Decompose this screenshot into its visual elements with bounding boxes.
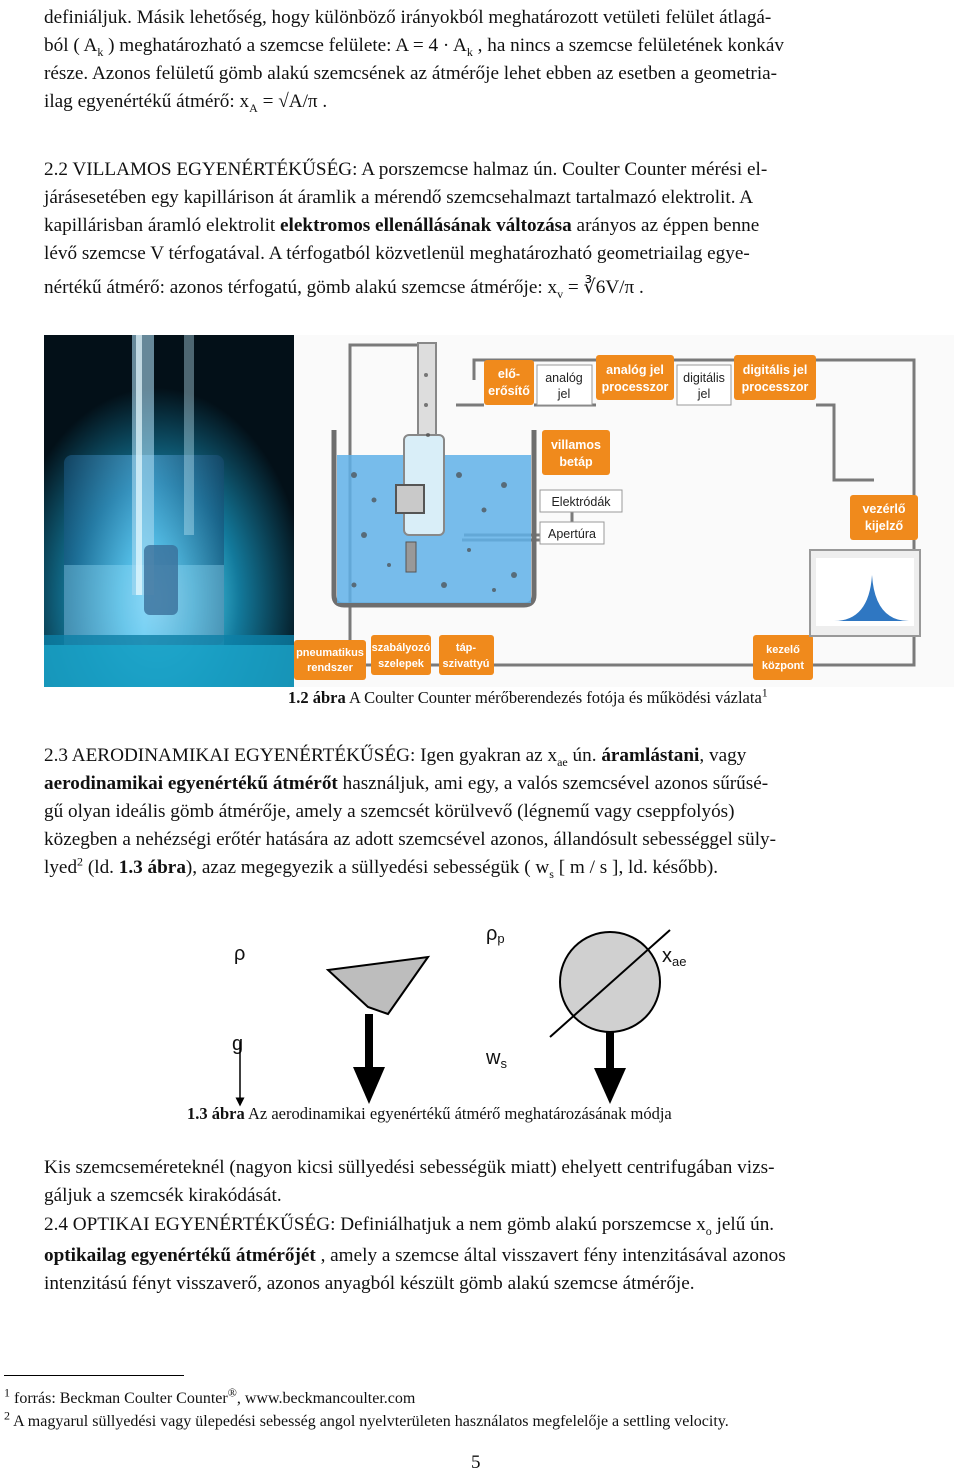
intro-paragraph xyxy=(44,4,954,116)
sec22-line-2: járásesetében egy kapillárison át áramlik a mérendő szemcsehalmazt tartalmazó elektrolit. A xyxy=(44,187,754,208)
footnote-1: $^1$ forrás: Beckman Coulter Counter®, www.beckmancoulter.com xyxy=(4,1385,416,1407)
coulter-counter-schematic xyxy=(294,335,954,687)
tag-elektrodak: Elektródák xyxy=(551,495,611,509)
box-vezerlo-line2: kijelző xyxy=(864,519,904,533)
sec23-line-3: gű olyan ideális gömb átmérője, amely a szemcsét körülvevő (légnemű vagy cseppfolyós) xyxy=(44,801,735,822)
box-villamos-line2: betáp xyxy=(559,455,593,469)
intro-line-2: ból ( $A_k$ ) meghatározható a szemcse felülete: $A = 4 \cdot A_k$ , ha nincs a szemcse felületének konkáv xyxy=(44,35,784,59)
footnote-rule xyxy=(4,1375,184,1376)
box-analog-proc-line1: analóg jel xyxy=(606,363,664,377)
sec22-line-4: lévő szemcse V térfogatával. A térfogatból közvetlenül meghatározható geometriailag egye- xyxy=(44,243,750,264)
tag-digit-line2: jel xyxy=(697,387,711,401)
box-eloerosito-line2: erősítő xyxy=(488,384,530,398)
box-szab-line1: szabályozó xyxy=(371,642,431,654)
box-digit-proc-line1: digitális jel xyxy=(742,363,808,377)
intro-line-4: ilag egyenértékű átmérő: $x_A = √A/\pi$ . xyxy=(44,91,328,115)
sec23-line-5: lyed$^2$ (ld. 1.3 ábra), azaz megegyezik a süllyedési sebességük ( $w_s$ [ m / s ], ld. később). xyxy=(44,854,719,881)
figure-1-2-caption: 1.2 ábra A Coulter Counter mérőberendezés fotója és működési vázlata$^1$ xyxy=(288,685,768,707)
centri-line-1: Kis szemcseméreteknél (nagyon kicsi süllyedési sebességük miatt) ehelyett centrifugában vizs- xyxy=(44,1157,775,1178)
intro-line-3: része. Azonos felületű gömb alakú szemcsének az átmérője lehet ebben az esetben a geometria- xyxy=(44,63,778,84)
label-g: g xyxy=(232,1033,244,1055)
label-rho: ρ xyxy=(234,943,246,965)
label-w-s: $w_s$ xyxy=(486,1047,507,1071)
tag-analog-line2: jel xyxy=(557,387,571,401)
box-villamos-line1: villamos xyxy=(550,438,602,452)
box-pneu-line2: rendszer xyxy=(307,662,353,674)
section-2-4 xyxy=(44,1211,954,1298)
tag-apertura: Apertúra xyxy=(548,527,596,541)
sec24-line-3: intenzitású fényt visszaverő, azonos anyagból készült gömb alakú szemcse átmérője. xyxy=(44,1273,695,1294)
sec23-line-2: aerodinamikai egyenértékű átmérőt használjuk, ami egy, a valós szemcsével azonos sűrűsé- xyxy=(44,773,769,794)
tag-analog-line1: analóg xyxy=(545,371,583,385)
sec22-line-5: nértékű átmérő: azonos térfogatú, gömb alakú szemcse átmérője: $x_v$ = ∛6V/π . xyxy=(44,277,644,301)
box-tap-line2: szivattyú xyxy=(442,658,490,670)
box-analog-proc-line2: processzor xyxy=(601,380,669,394)
section-2-3 xyxy=(44,742,954,882)
figure-1-3-diagram xyxy=(220,922,740,1107)
irregular-particle-shape xyxy=(328,957,428,1014)
box-digit-proc-line2: processzor xyxy=(741,380,809,394)
sec23-line-1: 2.3 AERODINAMIKAI EGYENÉRTÉKŰSÉG: Igen gyakran az $x_{ae}$ ún. áramlástani, vagy xyxy=(44,745,747,769)
sec24-line-2: optikailag egyenértékű átmérőjét , amely a szemcse által visszavert fény intenzitásával azonos xyxy=(44,1245,786,1266)
tag-digit-line1: digitális xyxy=(683,371,725,385)
box-eloerosito-line1: elő- xyxy=(497,367,521,381)
box-vezerlo-line1: vezérlő xyxy=(862,502,906,516)
intro-line-1: definiáljuk. Másik lehetőség, hogy különböző irányokból meghatározott vetületi felület átlagá- xyxy=(44,7,772,28)
sec23-line-4: közegben a nehézségi erőtér hatására az adott szemcsével azonos, állandósult sebességgel süly- xyxy=(44,829,777,850)
coulter-counter-photo xyxy=(44,335,294,687)
box-pneu-line1: pneumatikus xyxy=(296,647,364,659)
sec22-line-1: 2.2 VILLAMOS EGYENÉRTÉKŰSÉG: A porszemcse halmaz ún. Coulter Counter mérési el- xyxy=(44,159,768,180)
footnote-2: $^2$ A magyarul süllyedési vagy ülepedési sebesség angol nyelvterületen használatos megfelelője a settling velocity. xyxy=(4,1408,729,1430)
box-kezelo-line1: kezelő xyxy=(766,644,800,656)
box-kezelo-line2: központ xyxy=(761,660,805,672)
sec24-line-1: 2.4 OPTIKAI EGYENÉRTÉKŰSÉG: Definiálhatjuk a nem gömb alakú porszemcse $x_o$ jelű ún. xyxy=(44,1214,775,1238)
section-2-2 xyxy=(44,156,954,302)
centrifuge-paragraph xyxy=(44,1154,954,1210)
box-szab-line2: szelepek xyxy=(378,658,424,670)
figure-1-3-caption: 1.3 ábra Az aerodinamikai egyenértékű átmérő meghatározásának módja xyxy=(187,1104,672,1123)
label-x-ae: $x_{ae}$ xyxy=(662,945,687,969)
label-rho-p: ρp xyxy=(486,923,505,946)
page-number: 5 xyxy=(471,1452,481,1473)
sec22-line-3: kapillárisban áramló elektrolit elektromos ellenállásának változása arányos az éppen benne xyxy=(44,215,760,236)
equivalent-sphere-shape xyxy=(560,932,660,1032)
centri-line-2: gáljuk a szemcsék kirakódását. xyxy=(44,1185,282,1206)
box-tap-line1: táp- xyxy=(455,642,477,654)
